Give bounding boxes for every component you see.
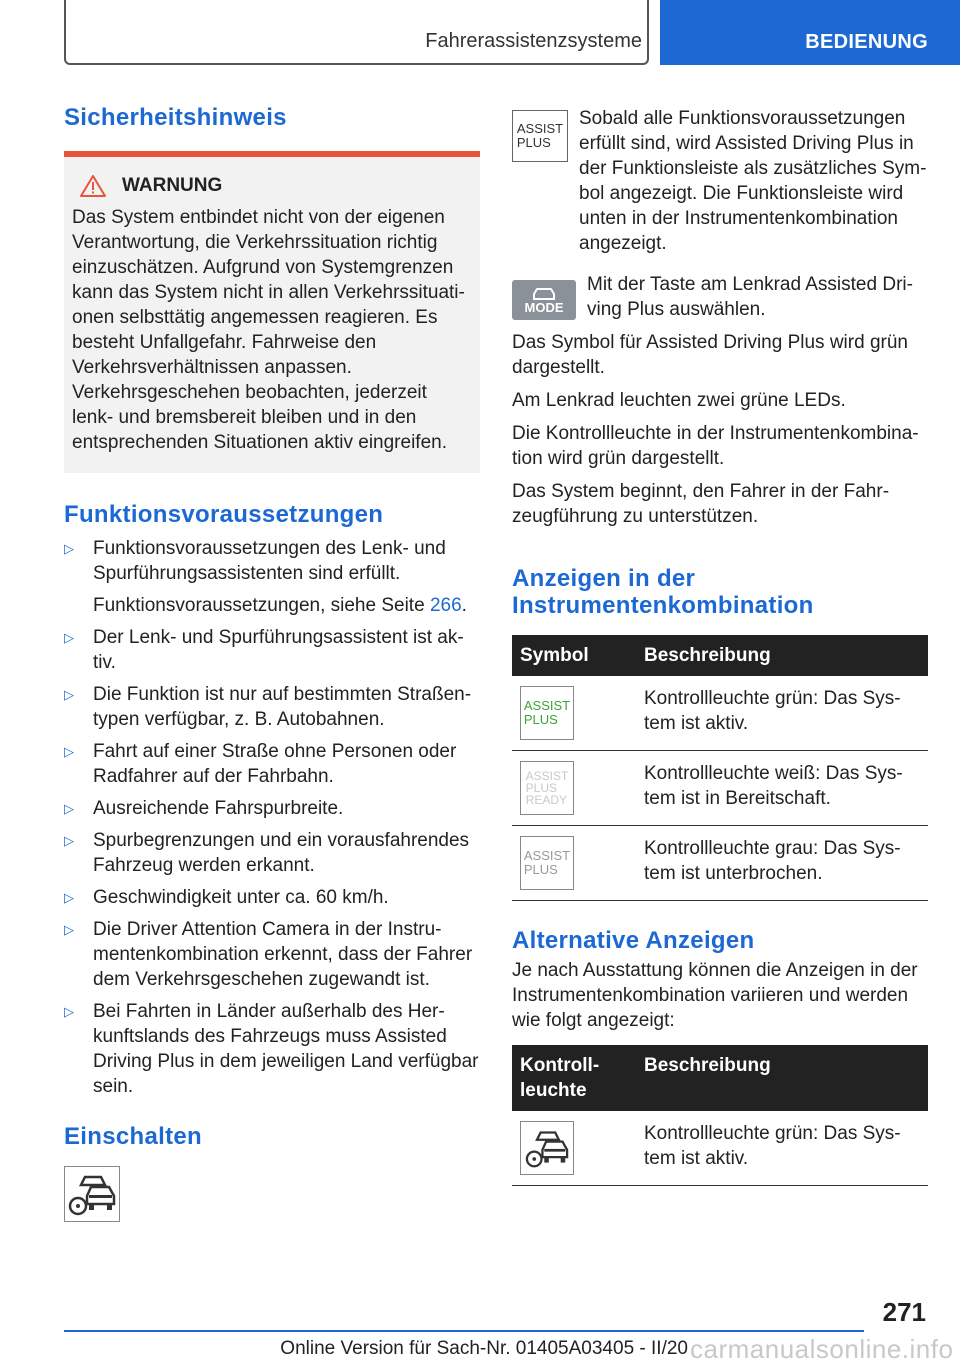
left-column [64,100,480,1222]
assist-paragraph: Sobald alle Funktionsvoraussetzungen erfüllt sind, wird Assisted Driving Plus in der Funktionsleiste als zusätzliches Symbol angezeigt. Die Funktionsleiste wird unten in der Instrumentenkombination angezeigt. [579,108,927,254]
footer-version-text: Online Version für Sach-Nr. 01405A03405 - II/20 [280,1338,688,1359]
page-link[interactable]: 266 [429,595,462,616]
right-column [512,106,928,1186]
requirements-list [64,536,480,1099]
warning-text: Das System entbindet nicht von der eigenen Verantwortung, die Verkehrssituation richtig einzuschätzen. Aufgrund von Systemgrenzen kann das System nicht in allen Verkehrssituationen selbsttätig angemessen reagieren. Es besteht Unfallgefahr. Fahrweise den Verkehrsverhältnissen anpassen. Verkehrsgeschehen beobachten, jederzeit lenk- und bremsbereit bleiben und in den entsprechenden Situationen aktiv eingreifen. [72,207,465,453]
cross-reference: Funktionsvoraussetzungen, siehe Seite 266. [93,595,467,616]
table-cell-description: Kontrollleuchte weiß: Das System ist in Bereitschaft. [636,751,928,826]
heading-alternative-anzeigen: Alternative Anzeigen [512,927,755,954]
list-item: ▷ Die Driver Attention Camera in der Instrumentenkombination erkennt, dass der Fahrer dem Verkehrsgeschehen zugewandt ist. [64,919,473,990]
table-row [512,676,928,751]
alternative-indicator-table [512,1045,928,1186]
paragraph: Am Lenkrad leuchten zwei grüne LEDs. [512,390,846,411]
assist-plus-ready-icon: ASSIST PLUS READY [520,761,574,815]
list-item: ▷ Fahrt auf einer Straße ohne Personen oder Radfahrer auf der Fahrbahn. [64,741,457,787]
paragraph: Das System beginnt, den Fahrer in der Fahrzeugführung zu unterstützen. [512,481,890,527]
section-title: Fahrerassistenzsysteme [425,30,642,52]
page-number: 271 [882,1297,926,1327]
list-item: ▷ Ausreichende Fahrspurbreite. [64,798,344,819]
table-cell-description: Kontrollleuchte grün: Das System ist aktiv. [636,676,928,751]
heading-funktionsvoraussetzungen: Funktionsvoraussetzungen [64,501,384,528]
mode-button-icon: MODE [512,280,576,320]
triangle-bullet-icon: ▷ [64,833,74,848]
table-cell-description: Kontrollleuchte grün: Das System ist aktiv. [636,1111,928,1186]
heading-sicherheitshinweis: Sicherheitshinweis [64,104,287,131]
heading-anzeigen: Anzeigen in der Instrumentenkombination [512,565,814,619]
assisted-driving-icon [64,1166,120,1222]
triangle-bullet-icon: ▷ [64,744,74,759]
chapter-title: BEDIENUNG [805,31,928,53]
paragraph: Je nach Ausstattung können die Anzeigen in der Instrumentenkombination variieren und werden wie folgt angezeigt: [512,960,918,1031]
heading-einschalten: Einschalten [64,1123,203,1150]
warning-title-row [72,175,472,197]
list-item: ▷ Funktionsvoraussetzungen des Lenk- und Spurführungsassistenten sind erfüllt. Funktionsvoraussetzungen, siehe Seite 266. [64,536,480,618]
warning-triangle-icon [80,175,106,197]
list-item: ▷ Spurbegrenzungen und ein vorausfahrendes Fahrzeug werden erkannt. [64,830,470,876]
assist-plus-icon: ASSIST PLUS [512,110,568,162]
footer-divider [64,1330,864,1332]
triangle-bullet-icon: ▷ [64,1004,74,1019]
paragraph: Die Kontrollleuchte in der Instrumentenkombination wird grün dargestellt. [512,423,919,469]
list-item: ▷ Die Funktion ist nur auf bestimmten Straßentypen verfügbar, z. B. Autobahnen. [64,684,472,730]
assist-plus-green-icon: ASSIST PLUS [520,686,574,740]
car-icon [533,287,555,301]
triangle-bullet-icon: ▷ [64,890,74,905]
mode-row [512,272,928,322]
warning-box [64,151,480,473]
list-item: ▷ Der Lenk- und Spurführungsassistent ist aktiv. [64,627,464,673]
triangle-bullet-icon: ▷ [64,541,74,556]
assist-intro [512,106,928,256]
triangle-bullet-icon: ▷ [64,801,74,816]
triangle-bullet-icon: ▷ [64,922,74,937]
mode-paragraph: Mit der Taste am Lenkrad Assisted Driving Plus auswählen. [587,274,913,320]
table-header-symbol: Symbol [512,635,636,676]
table-header-description: Beschreibung [636,635,928,676]
steering-cars-icon [67,1171,117,1217]
triangle-bullet-icon: ▷ [64,687,74,702]
table-cell-description: Kontrollleuchte grau: Das System ist unterbrochen. [636,826,928,901]
watermark: carmanualsonline.info [690,1334,954,1362]
warning-title: WARNUNG [122,175,223,196]
indicator-table [512,635,928,901]
assist-plus-grey-icon: ASSIST PLUS [520,836,574,890]
paragraph: Das Symbol für Assisted Driving Plus wird grün dargestellt. [512,332,908,378]
list-item: ▷ Geschwindigkeit unter ca. 60 km/h. [64,887,389,908]
steering-cars-icon [520,1121,574,1175]
triangle-bullet-icon: ▷ [64,630,74,645]
table-header-indicator: Kontrollleuchte [512,1045,636,1111]
table-row [512,826,928,901]
list-item: ▷ Bei Fahrten in Länder außerhalb des Herkunftslands des Fahrzeugs muss Assisted Driving Plus in dem jeweiligen Land verfügbar sein. [64,1001,479,1097]
table-row [512,751,928,826]
table-header-description: Beschreibung [636,1045,928,1111]
table-row [512,1111,928,1186]
chapter-tab[interactable] [660,0,960,65]
